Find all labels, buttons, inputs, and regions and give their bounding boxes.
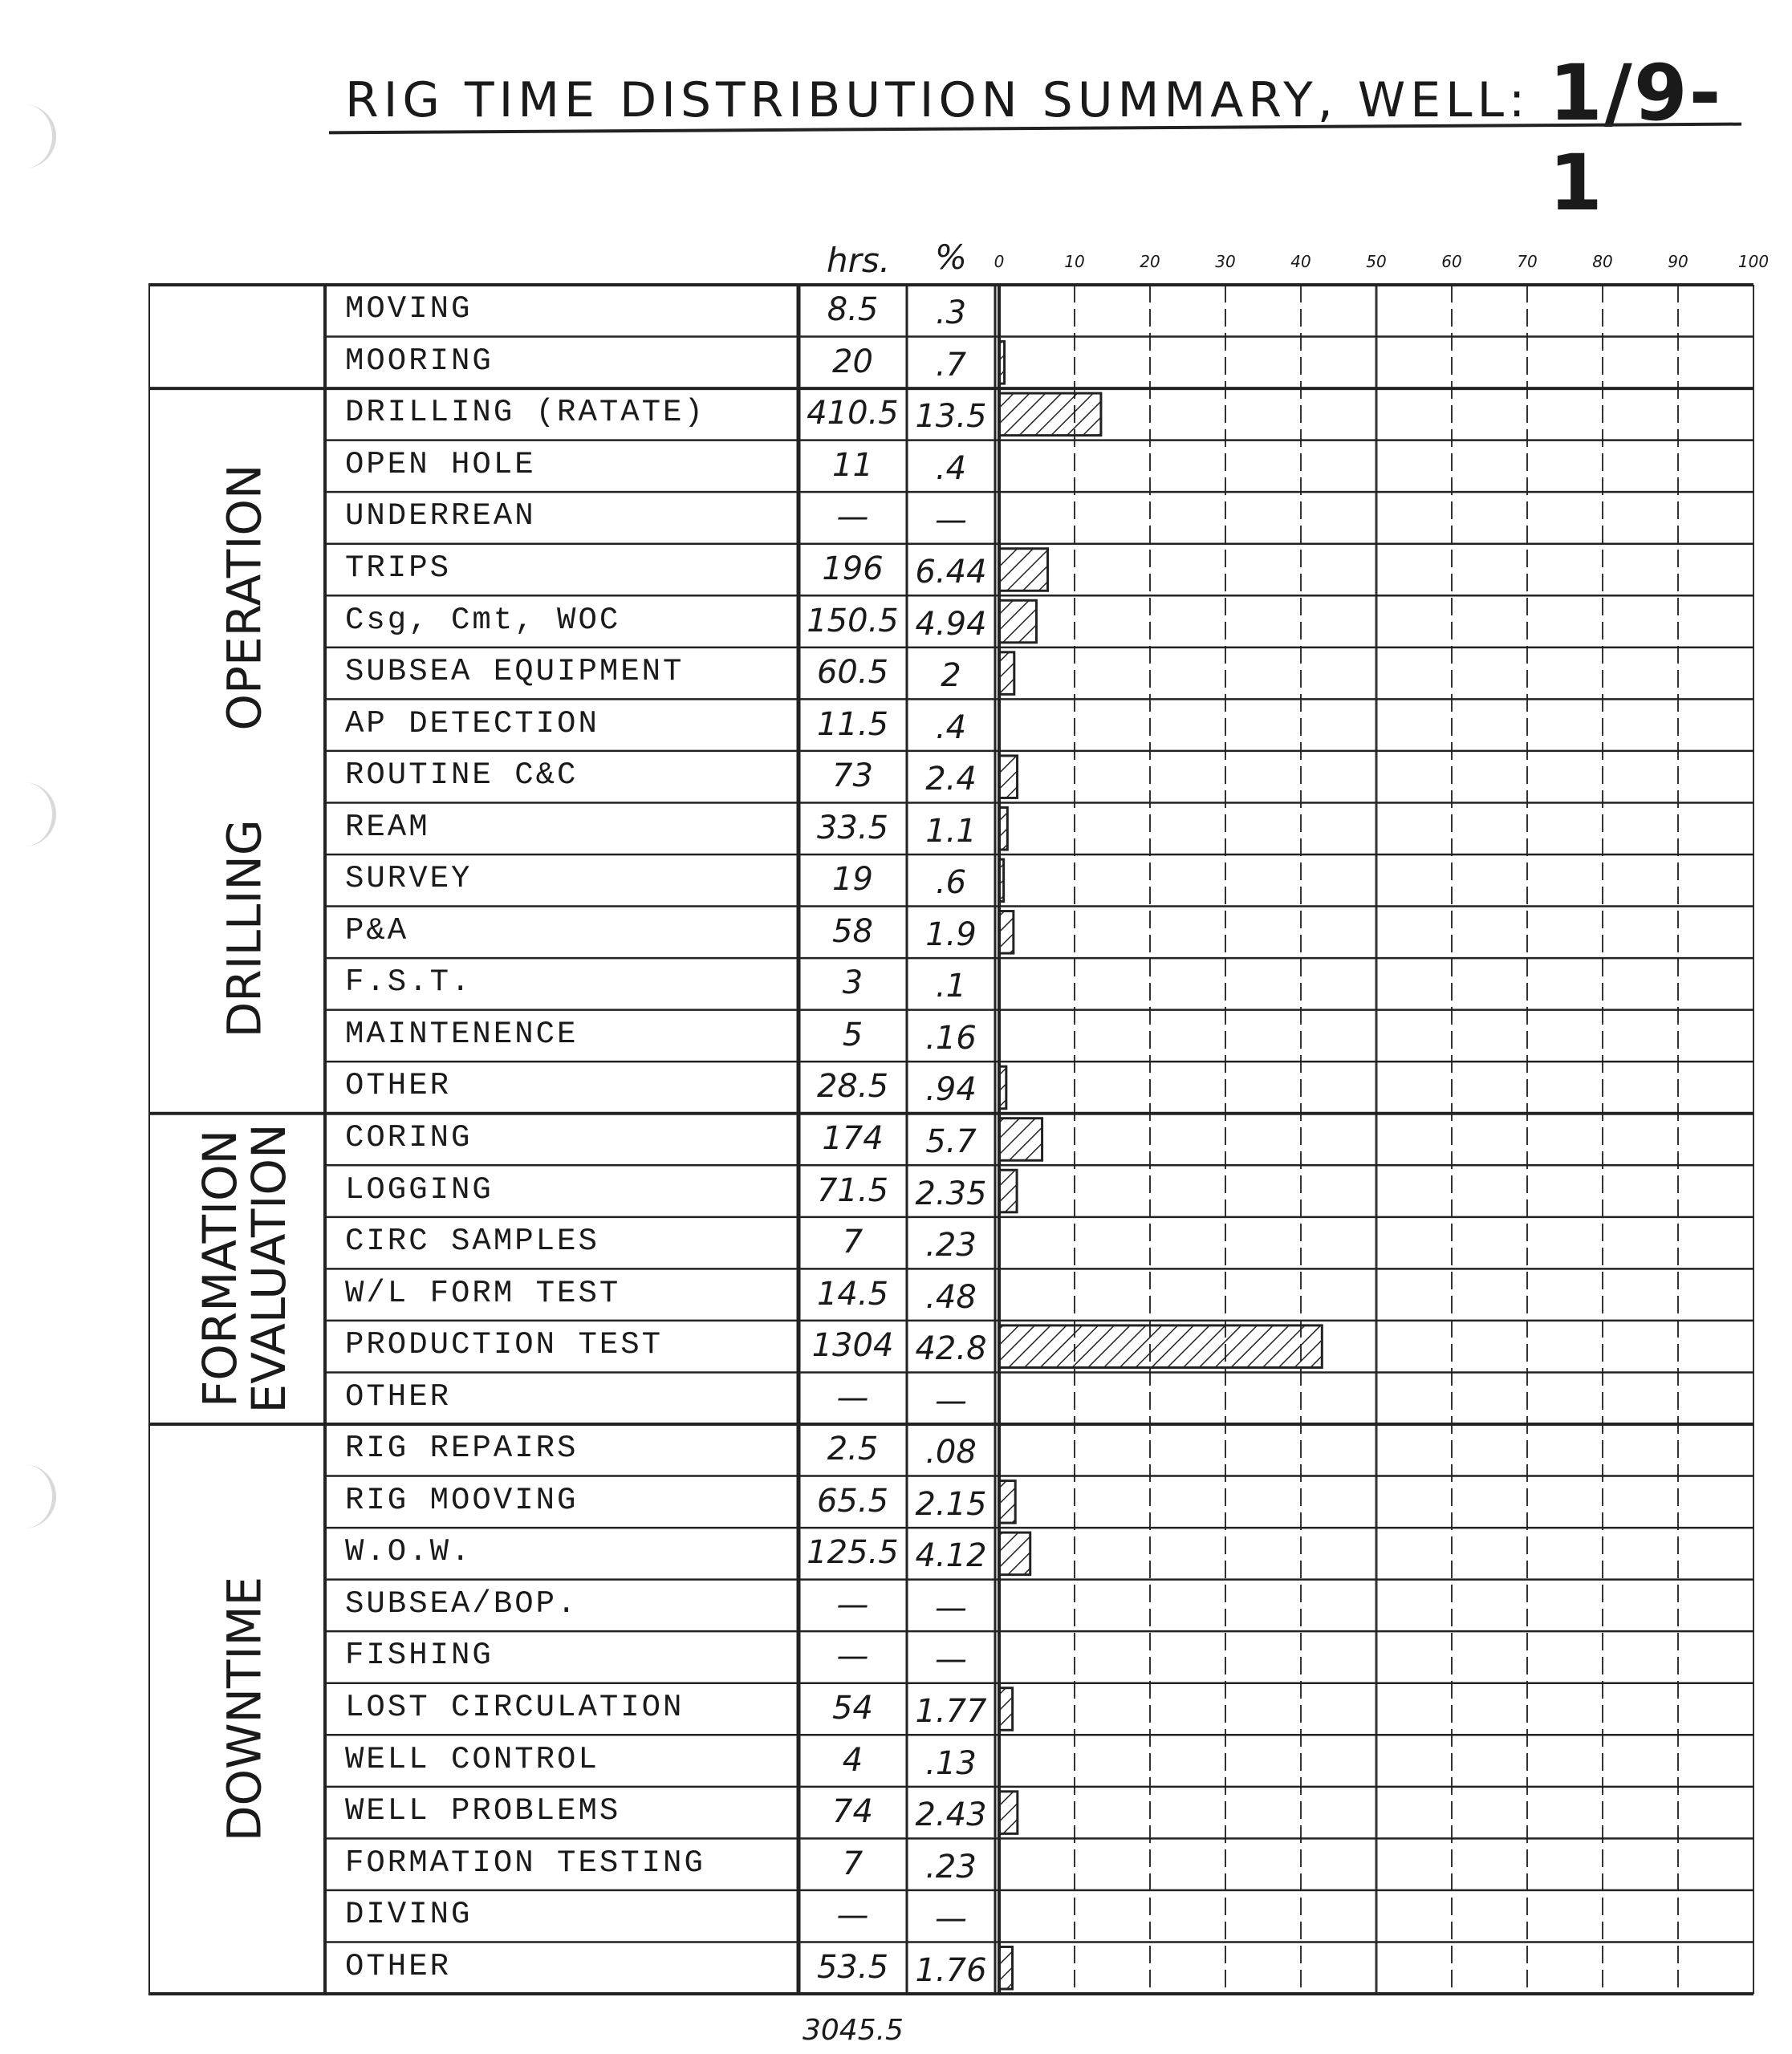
bar (999, 1325, 1322, 1368)
row-hours: 1304 (811, 1327, 894, 1365)
row-hours: — (836, 1378, 869, 1416)
bar (999, 652, 1014, 695)
row-hours: 54 (832, 1690, 873, 1727)
row-percent: — (935, 1900, 967, 1938)
row-hours: — (836, 1897, 869, 1934)
tick-label: 0 (994, 252, 1005, 271)
tick-label: 50 (1366, 252, 1387, 271)
well-id: 1/9-1 (1549, 48, 1723, 228)
row-percent: — (935, 501, 967, 539)
pct-column-header: % (935, 237, 967, 277)
row-hours: 125.5 (807, 1534, 899, 1572)
row-label: OTHER (345, 1948, 452, 1984)
tick-label: 10 (1064, 252, 1085, 271)
row-label: WELL CONTROL (345, 1741, 599, 1777)
row-hours: 14.5 (816, 1275, 889, 1313)
tick-label: 30 (1215, 252, 1236, 271)
row-percent: 42.8 (915, 1330, 987, 1368)
row-label: CORING (345, 1120, 473, 1155)
row-hours: 2.5 (827, 1431, 879, 1468)
row-hours: 60.5 (816, 654, 889, 692)
row-percent: .23 (925, 1227, 977, 1264)
row-label: ROUTINE C&C (345, 757, 579, 794)
row-label: OTHER (345, 1378, 452, 1415)
tick-label: 20 (1140, 252, 1160, 271)
group-label: DOWNTIME (217, 1576, 272, 1842)
row-label: LOST CIRCULATION (345, 1690, 685, 1725)
row-percent: 2.15 (915, 1485, 987, 1523)
row-percent: .13 (925, 1744, 977, 1782)
bar (999, 549, 1048, 591)
tick-label: 80 (1592, 252, 1613, 271)
row-percent: 2.4 (925, 761, 977, 798)
row-percent: — (935, 1589, 967, 1626)
row-hours: 65.5 (816, 1482, 889, 1520)
row-label: P&A (345, 912, 409, 948)
tick-label: 70 (1517, 252, 1538, 271)
row-hours: 53.5 (816, 1948, 889, 1986)
row-label: CIRC SAMPLES (345, 1224, 599, 1260)
group-label: FORMATION EVALUATION (193, 1123, 296, 1414)
row-label: W.O.W. (345, 1534, 473, 1570)
bar (999, 1118, 1042, 1161)
row-percent: .1 (935, 968, 967, 1005)
row-percent: 2.35 (915, 1175, 987, 1212)
bar (999, 807, 1007, 850)
row-hours: 28.5 (816, 1068, 889, 1106)
binder-hole (8, 104, 56, 168)
row-label: LOGGING (345, 1171, 494, 1208)
bar (999, 1170, 1017, 1212)
rig-time-chart (148, 237, 1770, 2006)
row-label: UNDERREAN (345, 498, 536, 534)
row-hours: 11 (832, 446, 873, 484)
binder-hole (8, 1464, 56, 1528)
page-title (329, 32, 1774, 228)
row-label: DIVING (345, 1897, 473, 1933)
bar (999, 600, 1036, 643)
bar (999, 859, 1004, 902)
row-label: TRIPS (345, 550, 452, 586)
row-hours: 5 (842, 1016, 863, 1053)
row-hours: 74 (832, 1793, 873, 1831)
row-hours: 73 (832, 757, 873, 795)
row-hours: 19 (832, 861, 873, 899)
row-label: MAINTENENCE (345, 1016, 579, 1052)
row-percent: .48 (925, 1278, 977, 1316)
row-hours: — (836, 498, 869, 536)
total-hours: 3045.5 (803, 2014, 904, 2047)
row-percent: 2.43 (915, 1796, 987, 1834)
row-percent: .16 (925, 1019, 977, 1057)
row-label: AP DETECTION (345, 705, 599, 741)
bar (999, 393, 1101, 436)
row-label: MOORING (345, 343, 494, 379)
bar (999, 1066, 1006, 1109)
row-hours: 174 (822, 1120, 884, 1157)
tick-label: 60 (1441, 252, 1462, 271)
row-label: SURVEY (345, 861, 473, 897)
tick-label: 90 (1668, 252, 1688, 271)
row-percent: .94 (925, 1071, 977, 1109)
row-percent: 1.76 (915, 1951, 987, 1989)
bar (999, 1481, 1015, 1524)
row-label: W/L FORM TEST (345, 1275, 621, 1311)
row-label: DRILLING (RATATE) (345, 395, 705, 431)
tick-label: 40 (1290, 252, 1311, 271)
row-label: FISHING (345, 1638, 494, 1674)
row-percent: .4 (935, 708, 967, 746)
row-label: F.S.T. (345, 964, 473, 1001)
row-hours: 3 (842, 964, 863, 1002)
row-label: MOVING (345, 291, 473, 327)
row-hours: 71.5 (816, 1171, 889, 1209)
row-label: OPEN HOLE (345, 446, 536, 482)
row-percent: .23 (925, 1848, 977, 1886)
row-hours: 410.5 (807, 395, 899, 432)
row-label: WELL PROBLEMS (345, 1793, 621, 1829)
row-percent: .7 (935, 346, 967, 384)
row-label: SUBSEA/BOP. (345, 1585, 579, 1622)
row-hours: 7 (842, 1845, 863, 1882)
bar (999, 1688, 1013, 1731)
row-percent: .08 (925, 1434, 977, 1471)
bar (999, 756, 1018, 798)
row-percent: 1.77 (915, 1693, 987, 1730)
row-hours: 20 (832, 343, 873, 380)
title-text: RIG TIME DISTRIBUTION SUMMARY, WELL: (345, 72, 1530, 128)
row-percent: .4 (935, 449, 967, 487)
row-hours: 8.5 (827, 291, 879, 329)
row-percent: 4.94 (915, 605, 987, 643)
bar (999, 342, 1005, 384)
row-hours: — (836, 1585, 869, 1623)
row-percent: 5.7 (925, 1123, 977, 1160)
row-label: SUBSEA EQUIPMENT (345, 654, 685, 690)
bar (999, 1532, 1030, 1575)
row-hours: 11.5 (816, 705, 889, 743)
bar (999, 1792, 1018, 1834)
group-label: DRILLING OPERATION (217, 464, 272, 1038)
row-percent: 2 (941, 657, 961, 695)
binder-hole (8, 782, 56, 846)
row-percent: — (935, 1641, 967, 1679)
row-hours: 4 (842, 1741, 863, 1779)
row-percent: 1.1 (925, 812, 977, 850)
bar (999, 911, 1014, 954)
row-percent: .6 (935, 864, 967, 902)
row-label: REAM (345, 809, 430, 845)
row-hours: 58 (832, 912, 873, 950)
hrs-column-header: hrs. (827, 241, 891, 280)
row-hours: 7 (842, 1224, 863, 1261)
row-hours: 196 (822, 550, 884, 587)
row-label: FORMATION TESTING (345, 1845, 705, 1881)
row-label: OTHER (345, 1068, 452, 1104)
row-label: RIG REPAIRS (345, 1431, 579, 1467)
row-percent: 6.44 (915, 554, 987, 591)
row-label: PRODUCTION TEST (345, 1327, 664, 1363)
row-label: RIG MOOVING (345, 1482, 579, 1518)
row-percent: .3 (935, 294, 967, 332)
row-percent: 1.9 (925, 915, 977, 953)
row-label: Csg, Cmt, WOC (345, 602, 621, 638)
tick-label: 100 (1737, 252, 1770, 271)
bar (999, 1946, 1013, 1989)
row-hours: 150.5 (807, 602, 899, 639)
row-percent: — (935, 1382, 967, 1419)
row-percent: 13.5 (915, 398, 987, 436)
row-percent: 4.12 (915, 1537, 987, 1575)
row-hours: 33.5 (816, 809, 889, 846)
row-hours: — (836, 1638, 869, 1675)
